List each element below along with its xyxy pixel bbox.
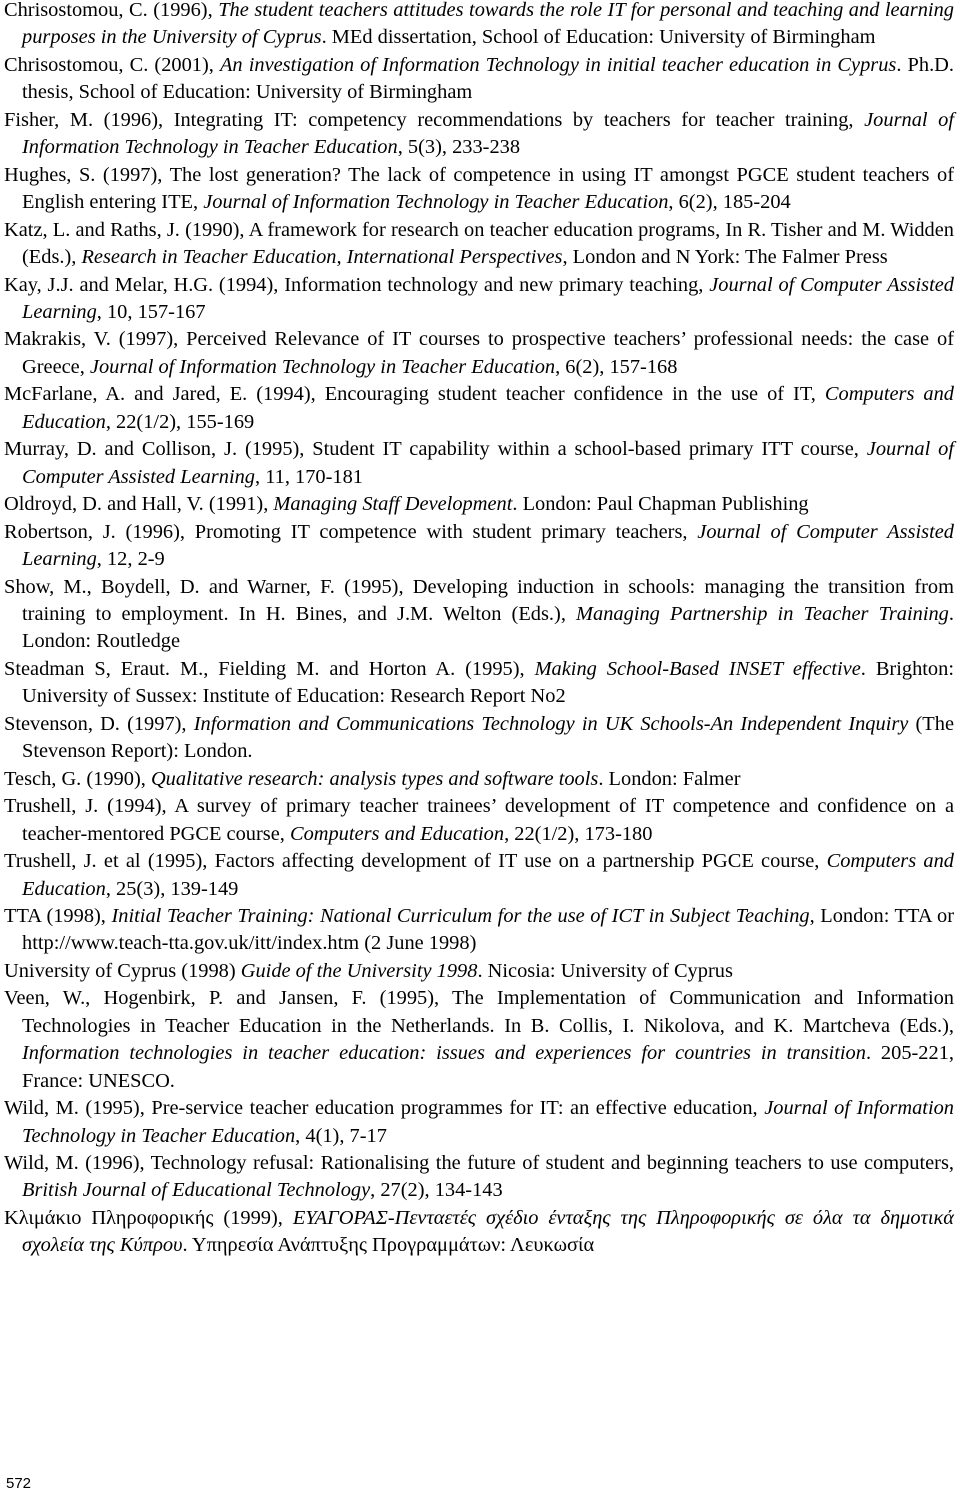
- reference-text: , 6(2), 185-204: [668, 191, 791, 214]
- reference-text: Kay, J.J. and Melar, H.G. (1994), Information technology and new primary teaching,: [4, 273, 710, 296]
- reference-entry: [4, 903, 954, 958]
- reference-title-italic: Journal of Information Technology in Teacher Education: [89, 355, 556, 378]
- reference-title-italic: Computers and Education: [22, 850, 954, 900]
- reference-entry: [4, 1150, 954, 1205]
- reference-text: Fisher, M. (1996), Integrating IT: competency recommendations by teachers for teacher training,: [4, 108, 865, 131]
- reference-entry: [4, 107, 954, 162]
- reference-text: Hughes, S. (1997), The lost generation? The lack of competence in using IT amongst PGCE student teachers of English entering ITE,: [4, 163, 954, 214]
- reference-text: . London: Routledge: [22, 602, 954, 653]
- reference-text: , 11, 170-181: [255, 465, 363, 488]
- reference-text: , 27(2), 134-143: [370, 1179, 503, 1202]
- reference-text: . Υπηρεσία Ανάπτυξης Προγραμμάτων: Λευκωσία: [182, 1234, 595, 1257]
- reference-text: . Nicosia: University of Cyprus: [477, 959, 733, 982]
- reference-text: Steadman S, Eraut. M., Fielding M. and Horton A. (1995),: [4, 657, 535, 680]
- reference-list: [4, 0, 954, 1260]
- reference-text: Makrakis, V. (1997), Perceived Relevance of IT courses to prospective teachers’ professional needs: the case of Greece,: [4, 328, 954, 378]
- reference-text: Oldroyd, D. and Hall, V. (1991),: [4, 493, 274, 516]
- reference-entry: [4, 848, 954, 903]
- reference-entry: [4, 958, 954, 985]
- reference-text: University of Cyprus (1998): [4, 959, 241, 982]
- reference-entry: [4, 0, 954, 52]
- reference-text: , London and N York: The Falmer Press: [562, 246, 888, 269]
- reference-title-italic: Journal of Computer Assisted Learning: [22, 273, 954, 323]
- reference-entry: [4, 711, 954, 766]
- reference-text: Trushell, J. (1994), A survey of primary teacher trainees’ development of IT competence and confidence on a teacher-mentored PGCE course,: [4, 795, 954, 845]
- reference-text: Veen, W., Hogenbirk, P. and Jansen, F. (1995), The Implementation of Communication and Information Technologies in Teacher Education in the Netherlands. In B. Collis, I. Nikolova, and K. Martcheva (Eds.),: [4, 987, 954, 1037]
- reference-text: . 205-221, France: UNESCO.: [22, 1042, 954, 1092]
- reference-text: McFarlane, A. and Jared, E. (1994), Encouraging student teacher confidence in the use of IT,: [4, 383, 825, 406]
- reference-text: . London: Paul Chapman Publishing: [512, 493, 809, 516]
- reference-title-italic: British Journal of Educational Technology: [22, 1179, 371, 1202]
- reference-title-italic: Journal of Computer Assisted Learning: [22, 438, 954, 488]
- reference-entry: [4, 985, 954, 1095]
- reference-entry: [4, 272, 954, 327]
- reference-title-italic: Information technologies in teacher education: issues and experiences for countries in transition: [22, 1042, 866, 1065]
- reference-title-italic: Journal of Information Technology in Teacher Education: [22, 108, 955, 159]
- reference-title-italic: Qualitative research: analysis types and software tools: [150, 767, 599, 790]
- reference-title-italic: Initial Teacher Training: National Curriculum for the use of ICT in Subject Teaching: [111, 904, 810, 927]
- reference-title-italic: Information and Communications Technology in UK Schools-An Independent Inquiry: [193, 712, 909, 735]
- reference-title-italic: Computers and Education: [22, 383, 954, 433]
- reference-title-italic: Computers and Education: [289, 822, 505, 845]
- reference-title-italic: Making School-Based INSET effective: [534, 657, 861, 680]
- reference-title-italic: The student teachers attitudes towards the role IT for personal and teaching and learning purposes in the University of Cyprus: [22, 0, 954, 49]
- reference-entry: [4, 491, 954, 518]
- reference-entry: [4, 766, 954, 793]
- reference-entry: [4, 656, 954, 711]
- reference-title-italic: Guide of the University 1998: [240, 959, 478, 982]
- reference-title-italic: An investigation of Information Technology in initial teacher education in Cyprus: [219, 53, 897, 76]
- reference-title-italic: Research in Teacher Education, International Perspectives: [81, 246, 563, 269]
- reference-text: Chrisostomou, C. (2001),: [4, 53, 220, 76]
- reference-text: , 12, 2-9: [96, 548, 165, 571]
- reference-text: Murray, D. and Collison, J. (1995), Student IT capability within a school-based primary ITT course,: [4, 438, 867, 461]
- reference-text: Wild, M. (1996), Technology refusal: Rationalising the future of student and beginning teachers to use computers,: [4, 1152, 954, 1175]
- reference-text: Katz, L. and Raths, J. (1990), A framework for research on teacher education programs, In R. Tisher and M. Widden (Eds.),: [4, 218, 954, 269]
- reference-text: TTA (1998),: [4, 904, 112, 927]
- reference-entry: [4, 519, 954, 574]
- reference-entry: [4, 381, 954, 436]
- reference-text: . MEd dissertation, School of Education: University of Birmingham: [321, 26, 876, 49]
- reference-text: , 4(1), 7-17: [295, 1124, 387, 1147]
- reference-title-italic: Journal of Information Technology in Teacher Education: [22, 1097, 955, 1147]
- reference-entry: [4, 217, 954, 272]
- reference-title-italic: Journal of Computer Assisted Learning: [22, 520, 954, 571]
- reference-text: , 22(1/2), 173-180: [504, 822, 653, 845]
- reference-entry: [4, 793, 954, 848]
- reference-text: . London: Falmer: [598, 767, 741, 790]
- reference-text: Chrisostomou, C. (1996),: [4, 0, 219, 21]
- reference-title-italic: Journal of Information Technology in Teacher Education: [203, 191, 669, 214]
- reference-text: , 10, 157-167: [96, 300, 206, 323]
- reference-text: . Brighton: University of Sussex: Institute of Education: Research Report No2: [22, 657, 954, 708]
- reference-text: Tesch, G. (1990),: [4, 767, 151, 790]
- reference-text: , London: TTA or http://www.teach-tta.gov.uk/itt/index.htm (2 June 1998): [22, 904, 954, 955]
- reference-text: Wild, M. (1995), Pre-service teacher education programmes for IT: an effective education,: [4, 1097, 765, 1120]
- reference-text: Κλιμάκιο Πληροφορικής (1999),: [4, 1206, 293, 1229]
- reference-entry: [4, 436, 954, 491]
- reference-entry: [4, 1095, 954, 1150]
- reference-text: Trushell, J. et al (1995), Factors affecting development of IT use on a partnership PGCE course,: [4, 850, 827, 873]
- reference-title-italic: Managing Partnership in Teacher Training: [576, 602, 949, 625]
- reference-text: . Ph.D. thesis, School of Education: University of Birmingham: [22, 53, 954, 104]
- reference-entry: [4, 52, 954, 107]
- reference-title-italic: ΕΥΑΓΟΡΑΣ-Πενταετές σχέδιο ένταξης της Πληροφορικής σε όλα τα δημοτικά σχολεία της Κύπρου: [22, 1206, 955, 1257]
- reference-entry: [4, 1205, 954, 1260]
- reference-text: Stevenson, D. (1997),: [4, 712, 194, 735]
- page-number: 572: [6, 1475, 32, 1492]
- reference-entry: [4, 574, 954, 656]
- reference-text: Robertson, J. (1996), Promoting IT competence with student primary teachers,: [4, 520, 698, 543]
- reference-text: , 22(1/2), 155-169: [105, 410, 255, 433]
- reference-text: , 5(3), 233-238: [397, 136, 521, 159]
- reference-text: , 6(2), 157-168: [555, 355, 678, 378]
- reference-entry: [4, 326, 954, 381]
- reference-title-italic: Managing Staff Development: [273, 493, 513, 516]
- reference-entry: [4, 162, 954, 217]
- reference-text: (The Stevenson Report): London.: [22, 712, 954, 763]
- reference-text: , 25(3), 139-149: [105, 877, 239, 900]
- reference-text: Show, M., Boydell, D. and Warner, F. (1995), Developing induction in schools: managing the transition from training to employment. In H. Bines, and J.M. Welton (Eds.),: [4, 575, 954, 625]
